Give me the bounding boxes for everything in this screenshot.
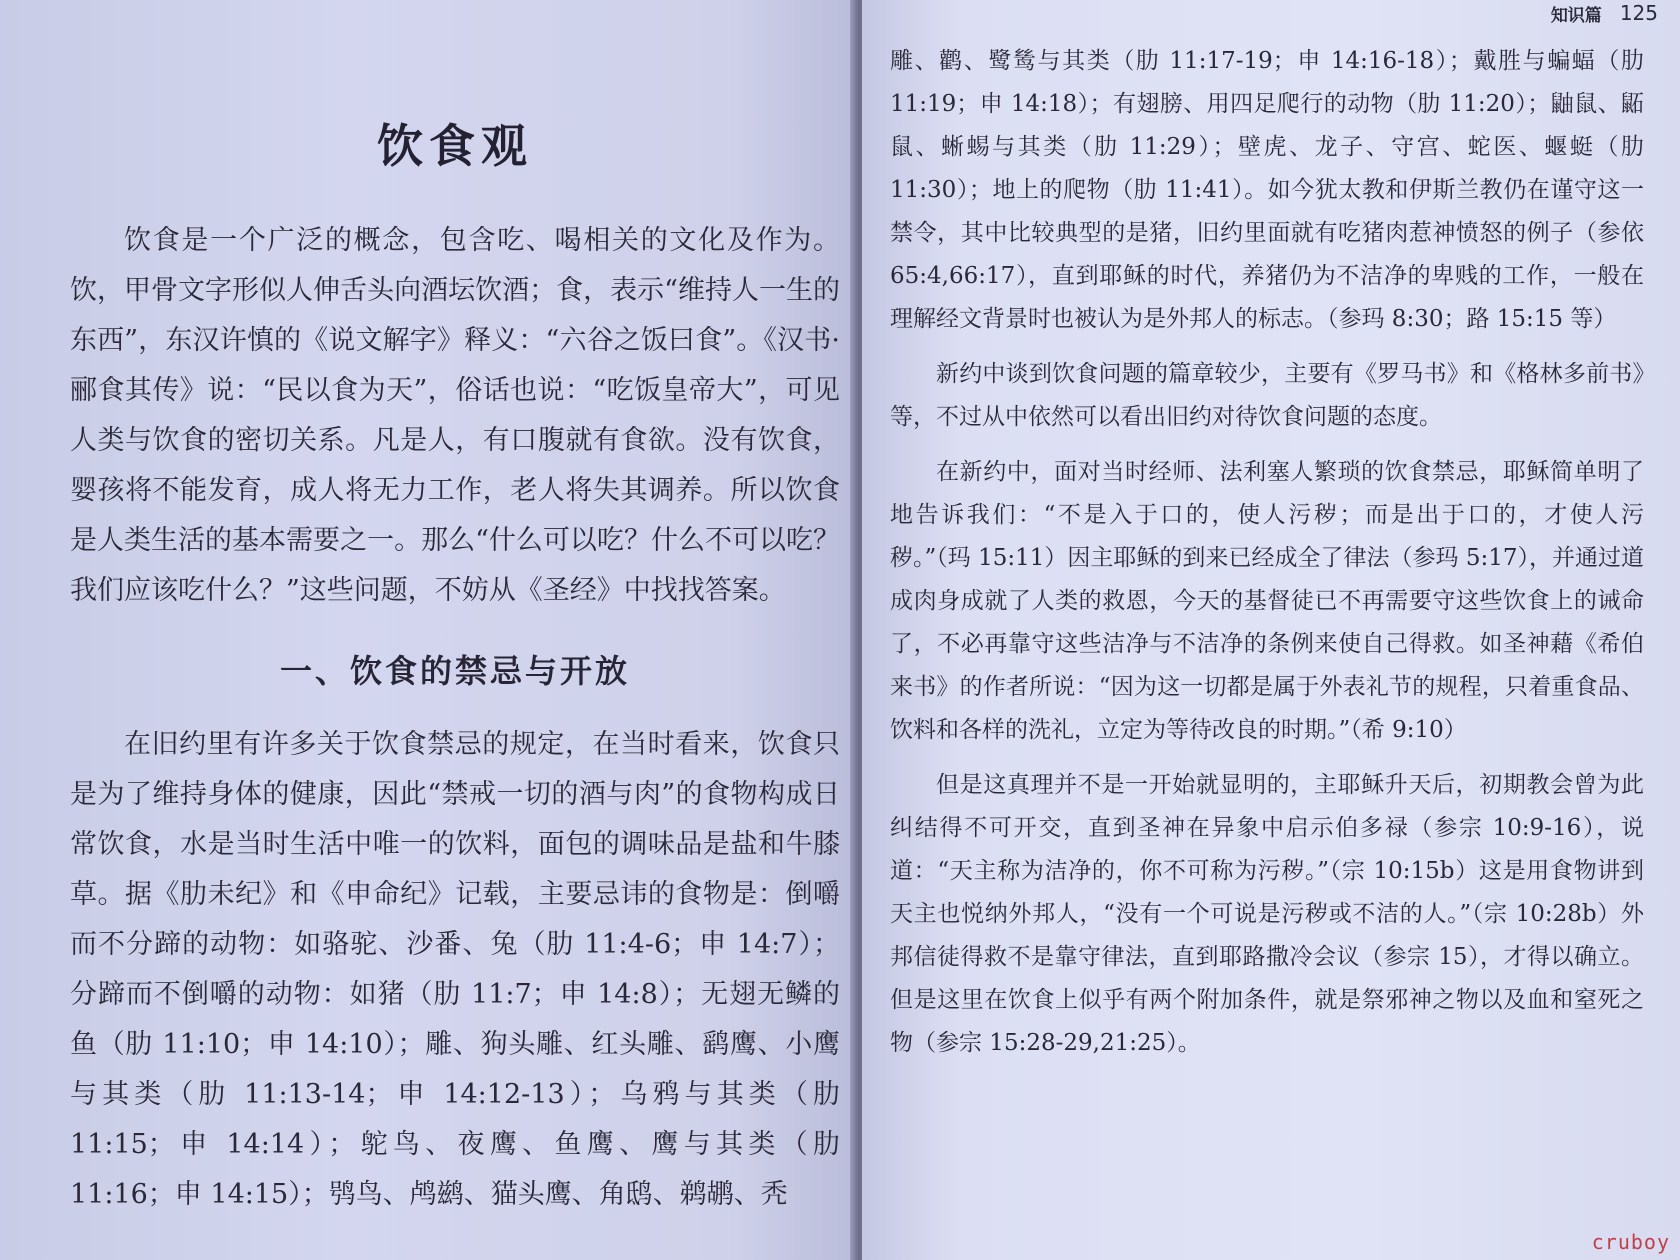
right-paragraph-1: 雕、鹳、鹭鸶与其类（肋 11:17-19；申 14:16-18）；戴胜与蝙蝠（肋 11:19；申 14:18）；有翅膀、用四足爬行的动物（肋 11:20）；鼬鼠、鼫鼠、蜥蜴与其类（肋 11:29）；壁虎、龙子、守宫、蛇医、蝘蜓（肋 11:30）；地上的爬物（肋 11:41）。如今犹太教和伊斯兰教仍在谨守这一禁令，其中比较典型的是猪，旧约里面就有吃猪肉惹神愤怒的例子（参依 65:4,66:17），直到耶稣的时代，养猪仍为不洁净的卑贱的工作，一般在理解经文背景时也被认为是外邦人的标志。（参玛 8:30；路 15:15 等） (890, 48, 1644, 332)
intro-paragraph: 饮食是一个广泛的概念，包含吃、喝相关的文化及作为。饮，甲骨文字形似人伸舌头向酒坛饮酒；食，表示“维持人一生的东西”，东汉许慎的《说文解字》释义：“六谷之饭曰食”。《汉书·郦食其传》说：“民以食为天”，俗话也说：“吃饭皇帝大”，可见人类与饮食的密切关系。凡是人，有口腹就有食欲。没有饮食，婴孩将不能发育，成人将无力工作，老人将失其调养。所以饮食是人类生活的基本需要之一。那么“什么可以吃？什么不可以吃？我们应该吃什么？”这些问题，不妨从《圣经》中找找答案。 (70, 225, 840, 606)
right-paragraph-3: 在新约中，面对当时经师、法利塞人繁琐的饮食禁忌，耶稣简单明了地告诉我们：“不是入于口的，使人污秽；而是出于口的，才使人污秽。”（玛 15:11）因主耶稣的到来已经成全了律法（参玛 5:17），并通过道成肉身成就了人类的救恩，今天的基督徒已不再需要守这些饮食上的诫命了，不必再靠守这些洁净与不洁净的条例来使自己得救。如圣神藉《希伯来书》的作者所说：“因为这一切都是属于外表礼节的规程，只着重食品、饮料和各样的洗礼，立定为等待改良的时期。”（希 9:10） (890, 459, 1644, 743)
header-title: 知识篇 (1550, 5, 1602, 26)
page-number: 125 (1619, 1, 1658, 25)
right-page (862, 0, 1680, 1260)
running-header (1440, 0, 1680, 26)
chapter-title: 饮食观 (377, 119, 533, 173)
watermark: cruboy (1591, 1230, 1670, 1254)
right-paragraph-4: 但是这真理并不是一开始就显明的，主耶稣升天后，初期教会曾为此纠结得不可开交，直到圣神在异象中启示伯多禄（参宗 10:9-16），说道：“天主称为洁净的，你不可称为污秽。”（宗 10:15b）这是用食物讲到天主也悦纳外邦人，“没有一个可说是污秽或不洁的人。”（宗 10:28b）外邦信徒得救不是靠守律法，直到耶路撒冷会议（参宗 15），才得以确立。但是这里在饮食上似乎有两个附加条件，就是祭邪神之物以及血和窒死之物（参宗 15:28-29,21:25）。 (890, 772, 1644, 1056)
section-paragraph: 在旧约里有许多关于饮食禁忌的规定，在当时看来，饮食只是为了维持身体的健康，因此“禁戒一切的酒与肉”的食物构成日常饮食，水是当时生活中唯一的饮料，面包的调味品是盐和牛膝草。据《肋未纪》和《申命纪》记载，主要忌讳的食物是：倒嚼而不分蹄的动物：如骆驼、沙番、兔（肋 11:4-6；申 14:7）；分蹄而不倒嚼的动物：如猪（肋 11:7；申 14:8）；无翅无鳞的鱼（肋 11:10；申 14:10）；雕、狗头雕、红头雕、鹞鹰、小鹰与其类（肋 11:13-14；申 14:12-13）；乌鸦与其类（肋 11:15；申 14:14）；鸵鸟、夜鹰、鱼鹰、鹰与其类（肋 11:16；申 14:15）；鸮鸟、鸬鹚、猫头鹰、角鸱、鹈鹕、秃 (70, 729, 840, 1210)
section-title: 一、饮食的禁忌与开放 (279, 652, 630, 690)
right-paragraph-2: 新约中谈到饮食问题的篇章较少，主要有《罗马书》和《格林多前书》等，不过从中依然可以看出旧约对待饮食问题的态度。 (890, 361, 1644, 430)
